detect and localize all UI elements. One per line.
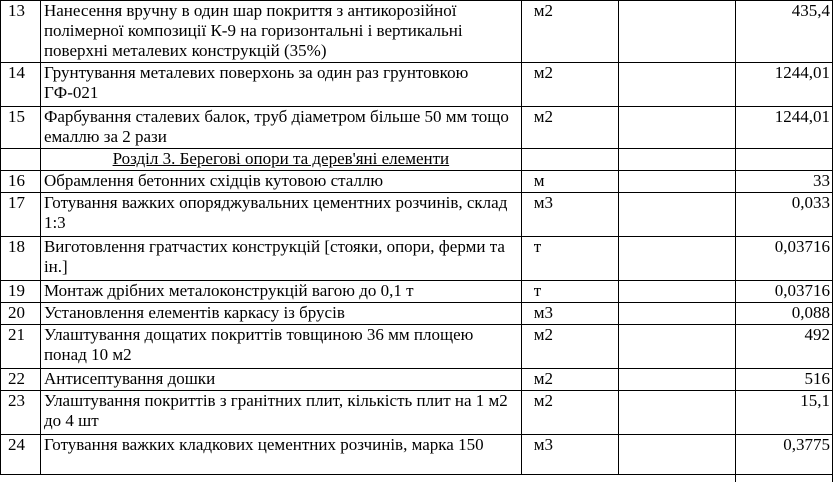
quantity-cell[interactable]: 0,033 [618, 193, 832, 237]
unit-cell[interactable]: м3 [521, 303, 618, 325]
quantity-cell[interactable]: 1244,01 [618, 107, 832, 149]
work-name-cell[interactable]: Антисептування дошки [40, 369, 521, 391]
unit-cell[interactable] [521, 149, 618, 171]
quantity-cell[interactable]: 0,088 [618, 303, 832, 325]
unit-cell[interactable]: м2 [521, 369, 618, 391]
row-number-cell[interactable]: 21 [1, 325, 41, 369]
unit-cell[interactable]: м2 [521, 1, 618, 63]
unit-cell[interactable]: м [521, 171, 618, 193]
row-number-cell[interactable]: 24 [1, 435, 41, 475]
work-name-cell[interactable]: Нанесення вручну в один шар покриття з антикорозійної полімерної композиції К-9 на горизонтальні і вертикальні поверхні металевих конструкцій (35%) [40, 1, 521, 63]
table-row [1, 171, 833, 193]
quantity-cell[interactable]: 0,03716 [618, 237, 832, 281]
quantity-cell[interactable]: 1244,01 [618, 63, 832, 107]
section-row [1, 149, 833, 171]
unit-cell[interactable]: т [521, 281, 618, 303]
work-name-cell[interactable]: Улаштування покриттів з гранітних плит, кількість плит на 1 м2 до 4 шт [40, 391, 521, 435]
quantity-cell[interactable]: 0,03716 [618, 281, 832, 303]
row-number-cell[interactable]: 19 [1, 281, 41, 303]
row-number-cell[interactable]: 22 [1, 369, 41, 391]
unit-cell[interactable]: м2 [521, 325, 618, 369]
quantity-cell[interactable]: 33 [618, 171, 832, 193]
table-row [1, 193, 833, 237]
work-name-cell[interactable]: Улаштування дощатих покриттів товщиною 36 мм площею понад 10 м2 [40, 325, 521, 369]
table-row [1, 63, 833, 107]
unit-cell[interactable]: м2 [521, 107, 618, 149]
work-name-cell[interactable]: Виготовлення гратчастих конструкцій [стояки, опори, ферми та ін.] [40, 237, 521, 281]
quantity-cell[interactable]: 0,3775 [618, 435, 832, 475]
row-number-cell[interactable]: 17 [1, 193, 41, 237]
table-row [1, 369, 833, 391]
row-number-cell[interactable]: 14 [1, 63, 41, 107]
work-name-cell[interactable]: Обрамлення бетонних східців кутовою сталлю [40, 171, 521, 193]
work-name-cell[interactable]: Грунтування металевих поверхонь за один раз грунтовкою ГФ-021 [40, 63, 521, 107]
quantity-cell[interactable]: 435,4 [618, 1, 832, 63]
quantity-cell[interactable]: 516 [618, 369, 832, 391]
column-gridline [735, 0, 736, 482]
table-row [1, 325, 833, 369]
row-number-cell[interactable]: 20 [1, 303, 41, 325]
row-number-cell[interactable]: 18 [1, 237, 41, 281]
table-row [1, 435, 833, 475]
table-row [1, 303, 833, 325]
table-row [1, 281, 833, 303]
unit-cell[interactable]: м3 [521, 435, 618, 475]
row-number-cell[interactable]: 15 [1, 107, 41, 149]
unit-cell[interactable]: м3 [521, 193, 618, 237]
row-number-cell[interactable]: 16 [1, 171, 41, 193]
row-number-cell[interactable]: 23 [1, 391, 41, 435]
work-name-cell[interactable]: Готування важких кладкових цементних розчинів, марка 150 [40, 435, 521, 475]
works-table-body [1, 1, 833, 475]
work-name-cell[interactable]: Монтаж дрібних металоконструкцій вагою до 0,1 т [40, 281, 521, 303]
unit-cell[interactable]: м2 [521, 63, 618, 107]
work-name-cell[interactable]: Фарбування сталевих балок, труб діаметром більше 50 мм тощо емаллю за 2 рази [40, 107, 521, 149]
quantity-cell[interactable]: 15,1 [618, 391, 832, 435]
unit-cell[interactable]: м2 [521, 391, 618, 435]
work-name-cell[interactable]: Установлення елементів каркасу із брусів [40, 303, 521, 325]
table-row [1, 237, 833, 281]
row-number-cell[interactable]: 13 [1, 1, 41, 63]
table-row [1, 1, 833, 63]
row-number-cell[interactable] [1, 149, 41, 171]
section-title-cell[interactable]: Розділ 3. Берегові опори та дерев'яні елементи [40, 149, 521, 171]
unit-cell[interactable]: т [521, 237, 618, 281]
quantity-cell[interactable] [618, 149, 832, 171]
quantity-cell[interactable]: 492 [618, 325, 832, 369]
table-row [1, 107, 833, 149]
work-name-cell[interactable]: Готування важких опоряджувальних цементних розчинів, склад 1:3 [40, 193, 521, 237]
table-row [1, 391, 833, 435]
